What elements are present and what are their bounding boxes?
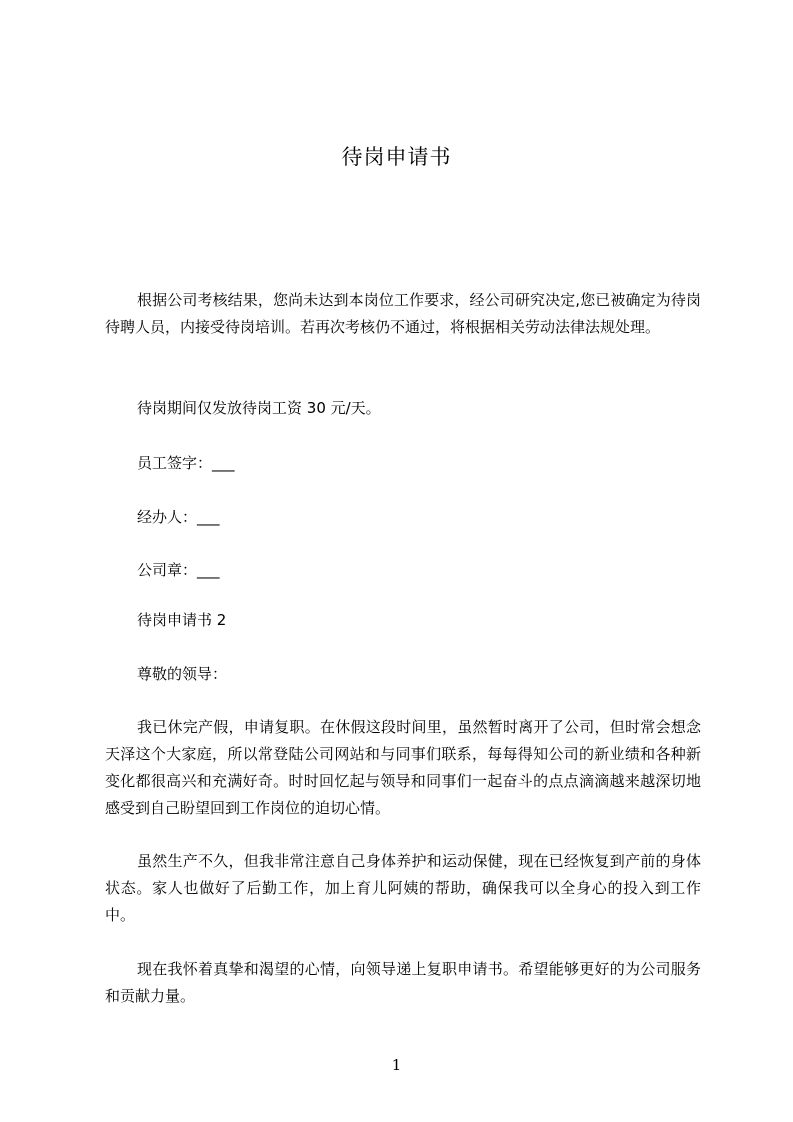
paragraph-assessment: 根据公司考核结果，您尚未达到本岗位工作要求，经公司研究决定,您已被确定为待岗待聘人员，内接受待岗培训。若再次考核仍不通过，将根据相关劳动法律法规处理。 (105, 291, 701, 336)
company-seal-line: 公司章：___ (137, 561, 220, 579)
paragraph-return-request: 我已休完产假，申请复职。在休假这段时间里，虽然暂时离开了公司，但时常会想念天泽这个大家庭，所以常登陆公司网站和与同事们联系，每每得知公司的新业绩和各种新变化都很高兴和充满好奇。时时回忆起与领导和同事们一起奋斗的点点滴滴越来越深切地感受到自己盼望回到工作岗位的迫切心情。 (105, 718, 701, 817)
second-title-line: 待岗申请书 2 (137, 611, 227, 629)
page-number: 1 (391, 1056, 402, 1074)
employee-signature-line: 员工签字：___ (137, 454, 235, 472)
wage-line: 待岗期间仅发放待岗工资 30 元/天。 (137, 399, 381, 417)
document-title: 待岗申请书 (341, 145, 452, 169)
handler-line: 经办人：___ (137, 508, 220, 526)
paragraph-closing: 现在我怀着真挚和渴望的心情，向领导递上复职申请书。希望能够更好的为公司服务和贡献力量。 (105, 960, 701, 1005)
salutation-line: 尊敬的领导： (137, 665, 228, 683)
paragraph-health-status: 虽然生产不久，但我非常注意自己身体养护和运动保健，现在已经恢复到产前的身体状态。家人也做好了后勤工作，加上育儿阿姨的帮助，确保我可以全身心的投入到工作中。 (105, 852, 701, 924)
